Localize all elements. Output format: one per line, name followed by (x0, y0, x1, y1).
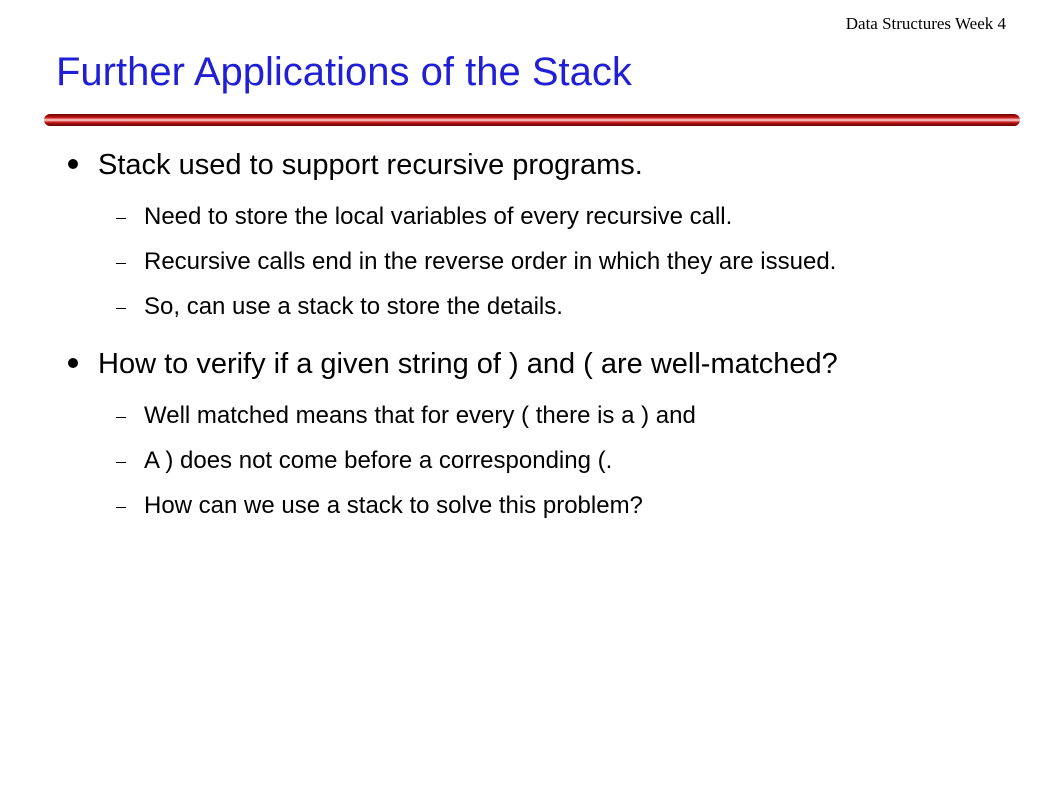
sub-bullet (66, 393, 1016, 438)
bullet-dot-icon (68, 159, 78, 169)
dash-icon (116, 417, 126, 418)
sub-bullet-text: A ) does not come before a corresponding (. (144, 447, 613, 474)
sub-bullet-text: So, can use a stack to store the details. (144, 293, 563, 320)
dash-icon (116, 507, 126, 508)
bullet-recursion (66, 140, 1016, 190)
sub-bullet-text: How can we use a stack to solve this problem? (144, 492, 643, 519)
slide-content (66, 140, 1016, 538)
sub-bullet (66, 239, 1016, 284)
header-note: Data Structures Week 4 (845, 14, 1006, 33)
sub-bullet (66, 483, 1016, 528)
sub-bullet (66, 438, 1016, 483)
sub-list-recursion (66, 194, 1016, 329)
sub-bullet-text: Need to store the local variables of every recursive call. (144, 203, 733, 230)
title-divider (44, 114, 1020, 126)
sub-bullet (66, 284, 1016, 329)
dash-icon (116, 218, 126, 219)
sub-bullet-text: Recursive calls end in the reverse order in which they are issued. (144, 248, 837, 275)
sub-bullet-text: Well matched means that for every ( there is a ) and (144, 402, 696, 429)
dash-icon (116, 263, 126, 264)
slide-title: Further Applications of the Stack (56, 50, 632, 94)
bullet-dot-icon (68, 358, 78, 368)
bullet-text: How to verify if a given string of ) and ( are well-matched? (98, 348, 838, 380)
dash-icon (116, 308, 126, 309)
sub-list-parentheses (66, 393, 1016, 528)
bullet-text: Stack used to support recursive programs. (98, 149, 643, 181)
sub-bullet (66, 194, 1016, 239)
dash-icon (116, 462, 126, 463)
bullet-parentheses (66, 339, 1016, 389)
